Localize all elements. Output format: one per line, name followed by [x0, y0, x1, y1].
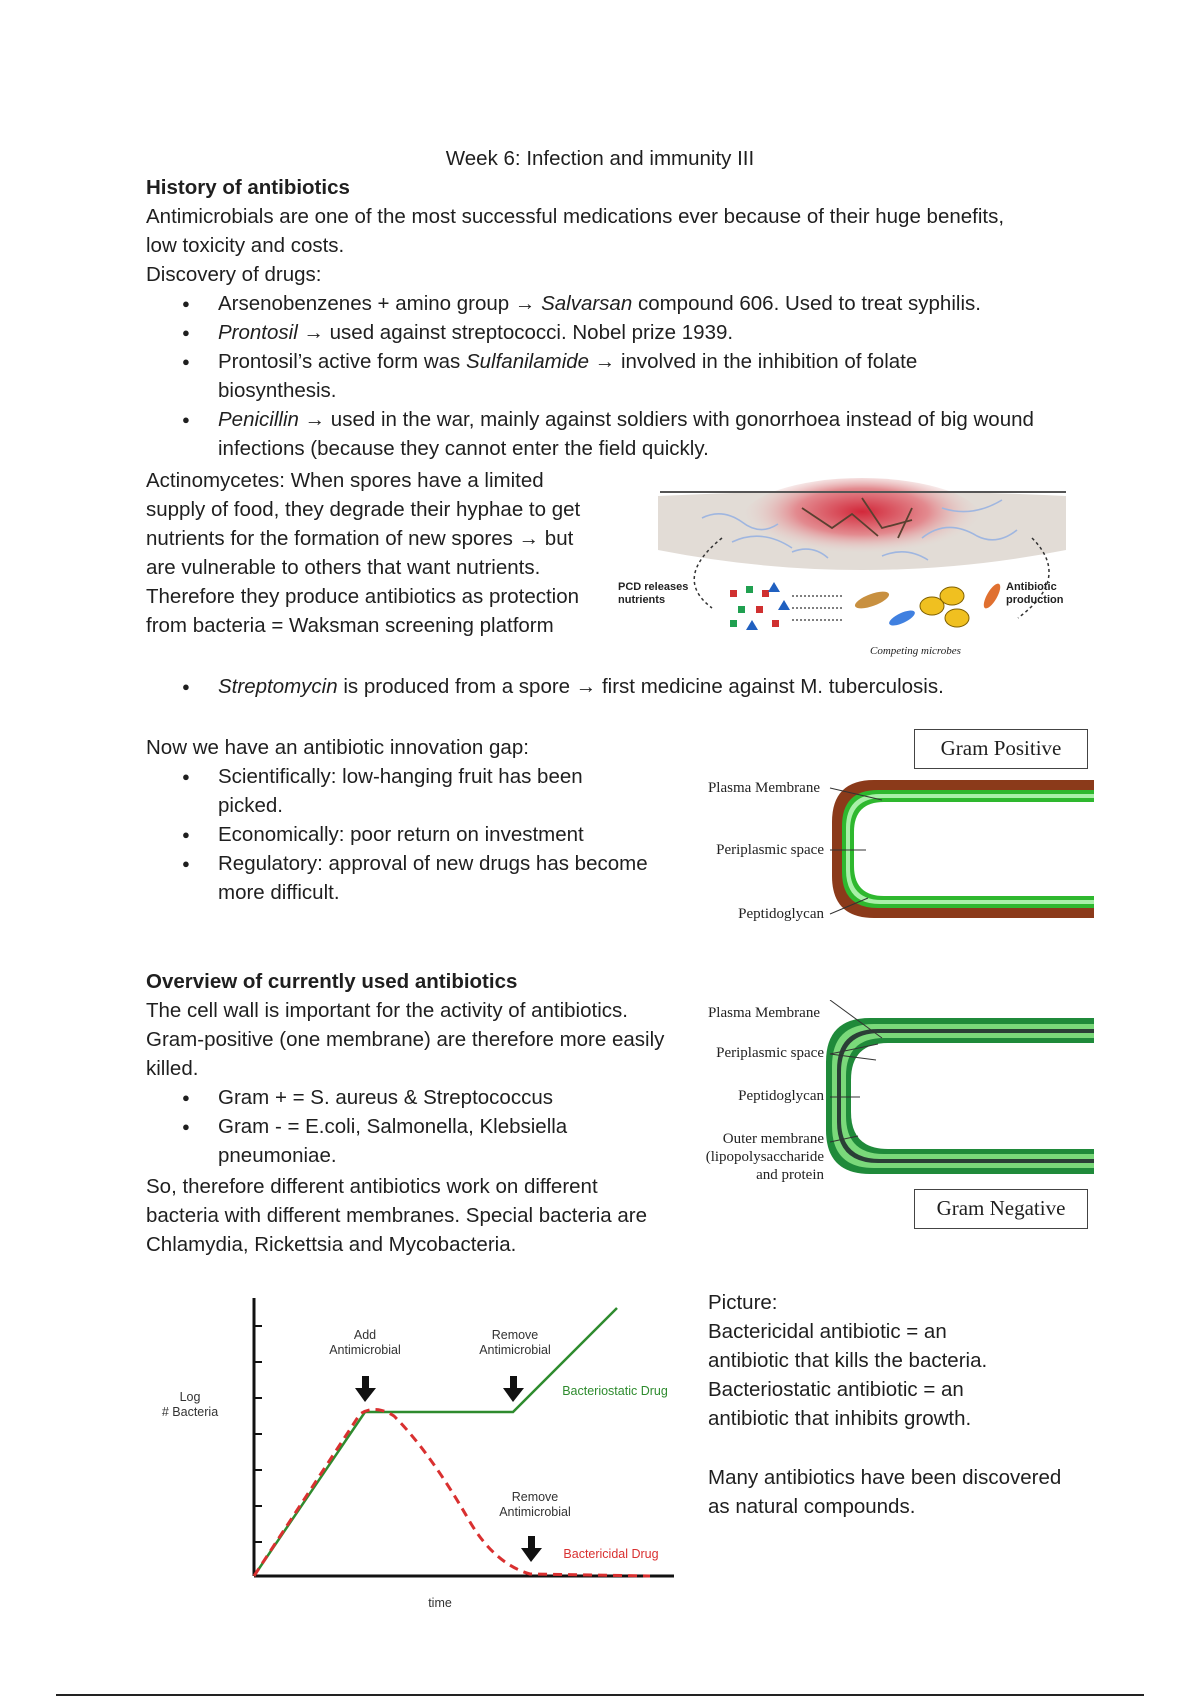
antibiotic-label-2: production [1006, 594, 1064, 606]
spore-figure [612, 478, 1082, 664]
list-item: ● Regulatory: approval of new drugs has become more difficult. [146, 849, 688, 907]
page-bottom-rule [56, 1694, 1144, 1696]
actinomycetes-text: Actinomycetes: When spores have a limited supply of food, they degrade their hyphae to get nutrients for the formation of new spores → but are vulnerable to others that want nutrients. Therefore they produce antibiotics as protection from bacteria = Waksman screening platform [146, 469, 581, 637]
remove-antimicrobial-2-label: Remove Antimicrobial [499, 1490, 571, 1519]
bacteriostatic-definition: Bacteriostatic antibiotic = an antibiotic that inhibits growth. [708, 1378, 972, 1430]
arrow-remove-2-icon [521, 1536, 542, 1562]
pcd-label-2: nutrients [618, 594, 666, 606]
list-item: ● Gram - = E.coli, Salmonella, Klebsiella pneumoniae. [146, 1112, 618, 1170]
arrow-remove-icon [503, 1376, 524, 1402]
growth-chart [150, 1282, 710, 1622]
competing-microbes [853, 581, 1003, 628]
gp-label-plasma: Plasma Membrane [707, 780, 820, 796]
gap-intro: Now we have an antibiotic innovation gap: [146, 736, 529, 759]
list-item: ● Prontosil → used against streptococci. Nobel prize 1939. [146, 318, 1076, 347]
remove-antimicrobial-label: Remove Antimicrobial [479, 1328, 551, 1357]
discovery-label: Discovery of drugs: [146, 263, 322, 286]
list-item: ● Penicillin → used in the war, mainly against soldiers with gonorrhoea instead of big wound infections (because they cannot enter the field quickly. [146, 405, 1078, 463]
discovery-list [146, 289, 1076, 463]
list-item: ● Scientifically: low-hanging fruit has been picked. [146, 762, 588, 820]
colony-center [742, 478, 982, 562]
gp-label-periplasm: Periplasmic space [716, 842, 824, 858]
list-item: ● Streptomycin is produced from a spore → first medicine against M. tuberculosis. [146, 672, 1046, 701]
antibiotic-molecules [730, 582, 790, 630]
pcd-label-1: PCD releases [618, 581, 689, 593]
overview-list [146, 1083, 686, 1170]
list-item: ● Prontosil’s active form was Sulfanilamide → involved in the inhibition of folate biosynthesis. [146, 347, 938, 405]
bacteriostatic-label: Bacteriostatic Drug [562, 1384, 668, 1398]
gp-pointer-lines [820, 780, 890, 930]
gn-label-plasma: Plasma Membrane [707, 1005, 820, 1021]
page-title: Week 6: Infection and immunity III [445, 147, 755, 170]
gap-list [146, 762, 686, 907]
overview-heading: Overview of currently used antibiotics [146, 970, 518, 993]
gn-pointer-lines [820, 1000, 890, 1160]
list-item: ● Arsenobenzenes + amino group → Salvarsan compound 606. Used to treat syphilis. [146, 289, 1076, 318]
gn-label-peptidoglycan: Peptidoglycan [738, 1088, 824, 1104]
strepto-list [146, 672, 1046, 701]
gram-negative-title: Gram Negative [914, 1189, 1088, 1229]
history-heading: History of antibiotics [146, 176, 350, 199]
overview-outro: So, therefore different antibiotics work on different bacteria with different membranes. Special bacteria are Chlamydia, Rickettsia and Mycobacteria. [146, 1175, 647, 1256]
gram-positive-title: Gram Positive [914, 729, 1088, 769]
bactericidal-label: Bactericidal Drug [563, 1547, 659, 1561]
antibiotic-label-1: Antibiotic [1006, 581, 1057, 593]
bactericidal-definition: Bactericidal antibiotic = an antibiotic that kills the bacteria. [708, 1320, 988, 1372]
competing-label: Competing microbes [870, 645, 961, 657]
natural-compounds-note: Many antibiotics have been discovered as natural compounds. [708, 1466, 1062, 1518]
gn-label-periplasm: Periplasmic space [716, 1045, 824, 1061]
gp-label-peptidoglycan: Peptidoglycan [738, 906, 824, 922]
y-axis-label: Log # Bacteria [161, 1390, 219, 1419]
list-item: ● Economically: poor return on investment [146, 820, 686, 849]
gn-label-outer: Outer membrane (lipopolysaccharide and protein [705, 1131, 824, 1183]
add-antimicrobial-label: Add Antimicrobial [329, 1328, 401, 1357]
x-axis-label: time [428, 1596, 452, 1610]
picture-heading: Picture: [708, 1291, 778, 1314]
history-intro: Antimicrobials are one of the most successful medications ever because of their huge benefits, low toxicity and costs. [146, 205, 1005, 257]
arrow-add-icon [355, 1376, 376, 1402]
overview-intro: The cell wall is important for the activity of antibiotics. Gram-positive (one membrane) are therefore more easily killed. [146, 999, 665, 1080]
list-item: ● Gram + = S. aureus & Streptococcus [146, 1083, 686, 1112]
diffusion-arrows [792, 596, 842, 620]
